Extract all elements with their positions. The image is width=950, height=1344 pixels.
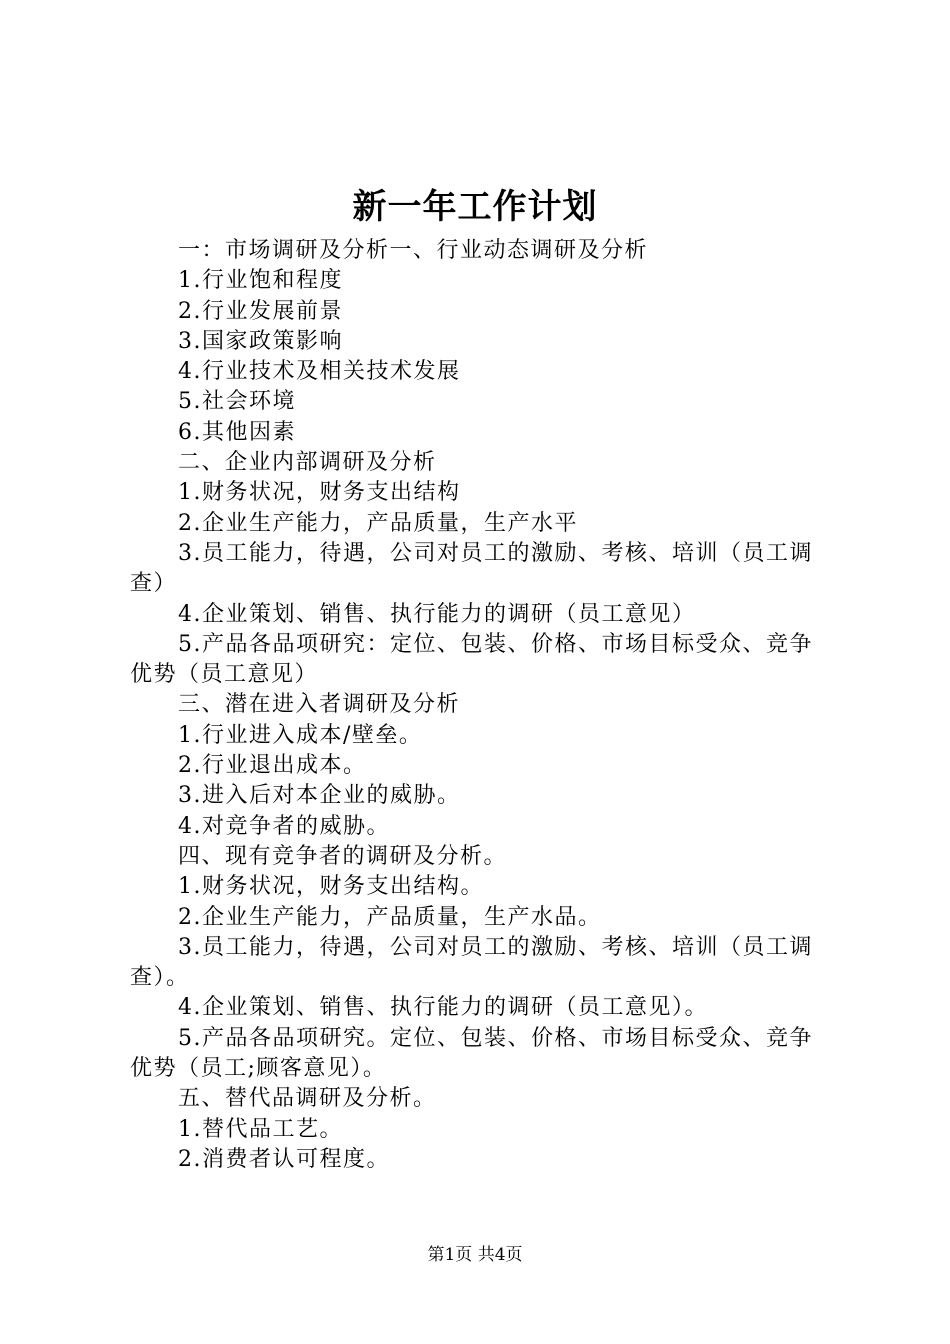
- document-title: 新一年工作计划: [352, 187, 598, 227]
- paragraph: 五、替代品调研及分析。: [178, 1086, 437, 1112]
- paragraph: 2.企业生产能力，产品质量，生产水平: [178, 510, 578, 536]
- paragraph: 4.行业技术及相关技术发展: [178, 359, 461, 385]
- paragraph: 1.财务状况，财务支出结构: [178, 480, 461, 506]
- paragraph: 4.对竞争者的威胁。: [178, 813, 390, 839]
- paragraph: 5.社会环境: [178, 389, 296, 415]
- paragraph: 1.行业饱和程度: [178, 268, 343, 294]
- paragraph: 3.员工能力，待遇，公司对员工的激励、考核、培训（员工调查）。: [130, 934, 813, 991]
- paragraph: 2.企业生产能力，产品质量，生产水品。: [178, 904, 602, 930]
- paragraph: 一：市场调研及分析一、行业动态调研及分析: [178, 238, 649, 263]
- paragraph: 3.进入后对本企业的威胁。: [178, 783, 461, 809]
- paragraph: 三、潜在进入者调研及分析: [178, 692, 461, 718]
- paragraph: 四、现有竞争者的调研及分析。: [178, 843, 508, 869]
- document-body: [130, 236, 830, 1175]
- paragraph: 2.行业发展前景: [178, 298, 343, 324]
- paragraph: 5.产品各品项研究：定位、包装、价格、市场目标受众、竞争优势（员工意见）: [130, 631, 813, 688]
- paragraph: 2.消费者认可程度。: [178, 1146, 390, 1172]
- paragraph: 3.员工能力，待遇，公司对员工的激励、考核、培训（员工调查）: [130, 540, 813, 597]
- paragraph: 1.财务状况，财务支出结构。: [178, 874, 484, 900]
- paragraph: 1.替代品工艺。: [178, 1116, 343, 1142]
- paragraph: 二、企业内部调研及分析: [178, 450, 437, 476]
- paragraph: 5.产品各品项研究。定位、包装、价格、市场目标受众、竞争优势（员工;顾客意见）。: [130, 1025, 813, 1082]
- paragraph: 4.企业策划、销售、执行能力的调研（员工意见）。: [178, 995, 708, 1021]
- paragraph: 4.企业策划、销售、执行能力的调研（员工意见）: [178, 601, 696, 627]
- paragraph: 3.国家政策影响: [178, 328, 343, 354]
- paragraph: 2.行业退出成本。: [178, 753, 367, 779]
- paragraph: 1.行业进入成本/壁垒。: [178, 722, 423, 748]
- page-footer: 第1页 共4页: [427, 1245, 523, 1265]
- paragraph: 6.其他因素: [178, 419, 296, 445]
